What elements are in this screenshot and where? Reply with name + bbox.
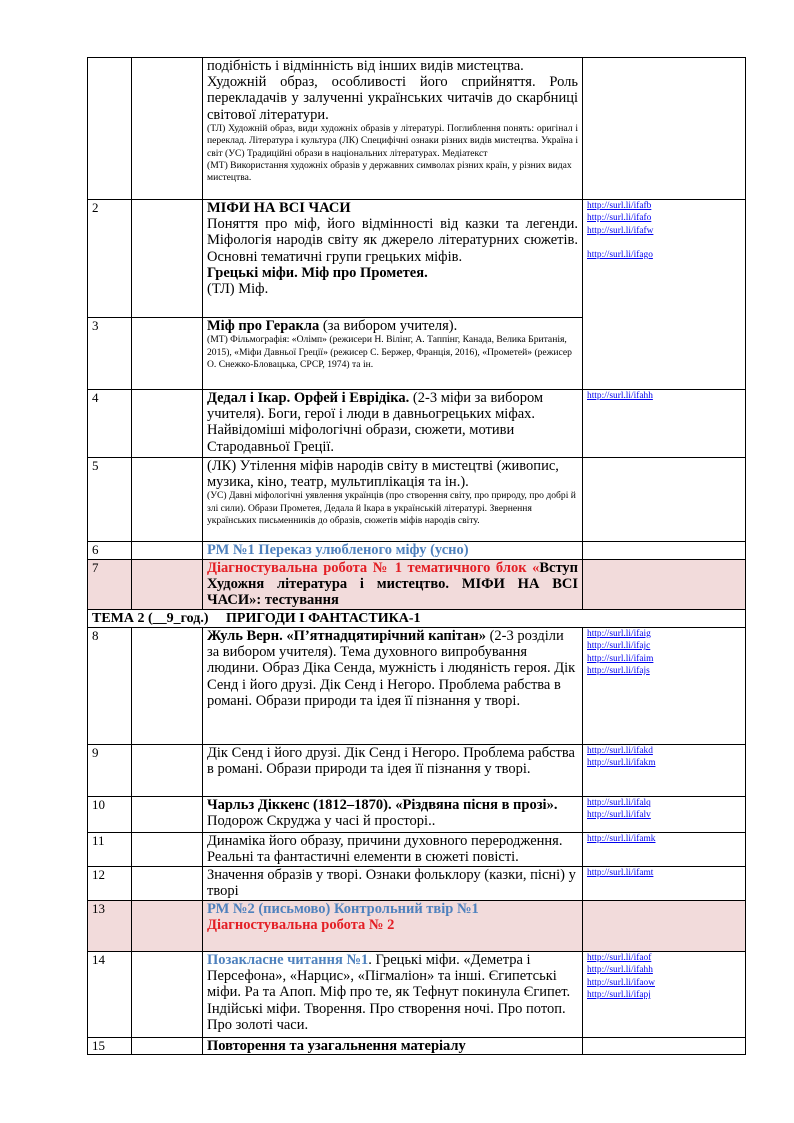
- topic-text: Дік Сенд і його друзі. Дік Сенд і Негоро. Проблема рабства в романі. Образи природи та ідея її пізнання у творі.: [207, 745, 575, 778]
- topic-note: (УС) Давні міфологічні уявлення українців (про створення світу, про природу, про добрі й злі сили). Образи Прометея, Дедала й Ікара в українській літературі. Звернення українських письменників до образів, сюжетів міфів народів світу.: [207, 490, 576, 527]
- diagnostic-work-label: Діагностувальна робота № 2: [207, 917, 395, 934]
- topic-cell: [203, 1038, 583, 1055]
- resource-link[interactable]: http://surl.li/ifalq: [587, 798, 651, 808]
- topic-cell: [203, 318, 583, 390]
- row-number: 4: [88, 390, 132, 458]
- topic-note: (МТ) Фільмографія: «Олімп» (режисери Н. Вілінг, А. Таппінг, Канада, Велика Британія, 2015), «Міфи Давньої Греції» (режисер С. Бержер, Франція, 2016), «Прометей» (режисер О. Снежко-Бловацька, СРСР, 1974) та ін.: [207, 334, 572, 371]
- topic-cell: [203, 390, 583, 458]
- topic-cell: [203, 952, 583, 1038]
- topic-cell: [203, 458, 583, 542]
- table-row: [88, 200, 746, 318]
- blank-cell: [132, 560, 203, 610]
- links-cell: [583, 58, 746, 200]
- table-row: [88, 610, 746, 628]
- topic-text: Динаміка його образу, причини духовного переродження. Реальні та фантастичні елементи в сюжеті повісті.: [207, 833, 563, 866]
- table-row: [88, 952, 746, 1038]
- blank-cell: [132, 318, 203, 390]
- resource-link[interactable]: http://surl.li/ifakm: [587, 758, 656, 769]
- topic-text: подібність і відмінність від інших видів мистецтва.: [207, 58, 524, 74]
- resource-link[interactable]: http://surl.li/ifahh: [587, 391, 653, 401]
- resource-link[interactable]: http://surl.li/ifaof: [587, 953, 652, 963]
- table-row: [88, 458, 746, 542]
- row-number: 10: [88, 797, 132, 833]
- resource-link[interactable]: http://surl.li/ifapj: [587, 989, 651, 1000]
- resource-link[interactable]: http://surl.li/ifafb: [587, 201, 652, 211]
- blank-cell: [132, 200, 203, 318]
- diagnostic-work-title: Вступ Художня література і мистецтво. МІФИ НА ВСІ ЧАСИ»: тестування: [207, 560, 578, 609]
- links-cell: [583, 542, 746, 560]
- table-row: [88, 542, 746, 560]
- table-row: [88, 901, 746, 952]
- row-number: 13: [88, 901, 132, 952]
- topic-cell: [203, 628, 583, 745]
- topic-title: Жуль Верн. «П’ятнадцятирічний капітан»: [207, 628, 486, 644]
- resource-link[interactable]: http://surl.li/ifalv: [587, 810, 651, 821]
- topic-cell: [203, 833, 583, 867]
- resource-link[interactable]: http://surl.li/ifakd: [587, 746, 653, 756]
- topic-title: Міф про Геракла: [207, 318, 320, 334]
- topic-note: (ТЛ) Міф.: [207, 281, 269, 298]
- row-number: 6: [88, 542, 132, 560]
- topic-note: (ТЛ) Художній образ, види художніх образів у літературі. Поглиблення понять: оригінал і переклад. Література і культура (ЛК) Специфічні ознаки різних видів мистецтва. Україна і світ (УС) Традиційні образи в національних літературах. Медіатекст: [207, 122, 578, 159]
- speech-development-task: РМ №1 Переказ улюбленого міфу (усно): [207, 542, 469, 558]
- resource-link[interactable]: http://surl.li/ifajc: [587, 641, 651, 652]
- topic-text: Поняття про міф, його відмінності від казки та легенди. Міфологія народів світу як джерело літературних сюжетів. Основні тематичні групи грецьких міфів.: [207, 216, 578, 265]
- table-row: [88, 797, 746, 833]
- links-cell: [583, 458, 746, 542]
- blank-cell: [132, 542, 203, 560]
- extracurricular-reading-number: 1: [361, 952, 369, 968]
- links-cell: [583, 833, 746, 867]
- diagnostic-work-label: Діагностувальна робота № 1 тематичного блок «: [207, 560, 540, 576]
- links-cell: [583, 745, 746, 797]
- topic-cell: [203, 745, 583, 797]
- topic-text: Значення образів у творі. Ознаки фольклору (казки, пісні) у творі: [207, 867, 576, 900]
- blank-cell: [132, 628, 203, 745]
- resource-link[interactable]: http://surl.li/ifamt: [587, 868, 654, 878]
- blank-cell: [132, 745, 203, 797]
- blank-cell: [132, 952, 203, 1038]
- row-number: 5: [88, 458, 132, 542]
- table-row: [88, 833, 746, 867]
- table-row: [88, 390, 746, 458]
- blank-cell: [132, 833, 203, 867]
- row-number: 14: [88, 952, 132, 1038]
- blank-cell: [132, 797, 203, 833]
- blank-cell: [132, 58, 203, 200]
- row-number: 2: [88, 200, 132, 318]
- resource-link[interactable]: http://surl.li/ifafo: [587, 213, 652, 224]
- links-cell: [583, 797, 746, 833]
- topic-cell: [203, 560, 583, 610]
- extracurricular-reading-label: Позакласне читання №: [207, 952, 362, 968]
- row-number: 11: [88, 833, 132, 867]
- topic-text: (2-3 розділи за вибором учителя). Тема духовного випробування людини. Образ Діка Сенда, мужність і людяність героя. Дік Сенд і його друзі. Дік Сенд і Негоро. Проблема рабства в романі. Образи природи та ідея її пізнання у творі.: [207, 628, 576, 709]
- row-number: 15: [88, 1038, 132, 1055]
- resource-link[interactable]: http://surl.li/ifafw: [587, 225, 654, 236]
- blank-cell: [132, 1038, 203, 1055]
- resource-link[interactable]: http://surl.li/ifaig: [587, 629, 651, 639]
- row-number: 3: [88, 318, 132, 390]
- topic-text: (2-3 міфи за вибором учителя). Боги, герої і люди в давньогрецьких міфах. Найвідоміші міфологічні образи, сюжети, мотиви Стародавньої Греції.: [207, 390, 544, 455]
- row-number: 7: [88, 560, 132, 610]
- links-cell: [583, 390, 746, 458]
- resource-link[interactable]: http://surl.li/ifaim: [587, 653, 654, 664]
- blank-cell: [132, 867, 203, 901]
- row-number: [88, 58, 132, 200]
- links-cell: [583, 1038, 746, 1055]
- curriculum-table: [87, 57, 746, 1055]
- table-row: [88, 745, 746, 797]
- topic-text: Художній образ, особливості його сприйняття. Роль перекладачів у залученні українських читачів до скарбниці світової літератури.: [207, 74, 578, 123]
- links-cell: [583, 952, 746, 1038]
- topic-subtitle: Грецькі міфи. Міф про Прометея.: [207, 264, 428, 281]
- row-number: 8: [88, 628, 132, 745]
- resource-link[interactable]: http://surl.li/ifamk: [587, 834, 656, 844]
- topic-text: . Грецькі міфи. «Деметра і Персефона», «Нарцис», «Пігмаліон» та інші. Єгипетські міфи. Ра та Апоп. Міф про те, як Тефнут покинула Єгипет. Індійські міфи. Творення. Про створення ночі. Про потоп. Про золоті часи.: [207, 952, 571, 1033]
- resource-link[interactable]: http://surl.li/ifaow: [587, 977, 655, 988]
- row-number: 9: [88, 745, 132, 797]
- topic-title: Дедал і Ікар. Орфей і Еврідіка.: [207, 390, 410, 406]
- topic-cell: [203, 867, 583, 901]
- links-cell: [583, 901, 746, 952]
- resource-link[interactable]: http://surl.li/ifajs: [587, 665, 650, 676]
- table-row: [88, 1038, 746, 1055]
- topic-note: (МТ) Використання художніх образів у державних символах різних країн, у різних видах мистецтва.: [207, 160, 572, 184]
- row-number: 12: [88, 867, 132, 901]
- topic-cell: [203, 797, 583, 833]
- topic-cell: [203, 901, 583, 952]
- topic-text: Подорож Скруджа у часі й просторі..: [207, 813, 436, 830]
- blank-cell: [132, 901, 203, 952]
- topic-title: МІФИ НА ВСІ ЧАСИ: [207, 200, 351, 216]
- speech-development-task: РМ №2 (письмово) Контрольний твір №1: [207, 901, 479, 917]
- links-cell: [583, 560, 746, 610]
- table-row: [88, 58, 746, 200]
- table-row: [88, 628, 746, 745]
- resource-link[interactable]: http://surl.li/ifago: [587, 249, 653, 260]
- theme-header: ТЕМА 2 (__9_год.) ПРИГОДИ І ФАНТАСТИКА-1: [88, 610, 746, 628]
- topic-title: Повторення та узагальнення матеріалу: [207, 1038, 466, 1054]
- links-cell: [583, 628, 746, 745]
- topic-title: Чарльз Діккенс (1812–1870). «Різдвяна пісня в прозі».: [207, 797, 558, 813]
- table-row: [88, 560, 746, 610]
- table-row: [88, 867, 746, 901]
- blank-cell: [132, 390, 203, 458]
- links-cell: [583, 867, 746, 901]
- topic-cell: [203, 200, 583, 318]
- resource-link[interactable]: http://surl.li/ifahh: [587, 965, 653, 976]
- topic-text: (за вибором учителя).: [319, 318, 458, 334]
- links-cell: [583, 200, 746, 390]
- topic-text: (ЛК) Утілення міфів народів світу в мистецтві (живопис, музика, кіно, театр, мультиплікація та ін.).: [207, 458, 559, 491]
- topic-cell: [203, 542, 583, 560]
- blank-cell: [132, 458, 203, 542]
- topic-cell: [203, 58, 583, 200]
